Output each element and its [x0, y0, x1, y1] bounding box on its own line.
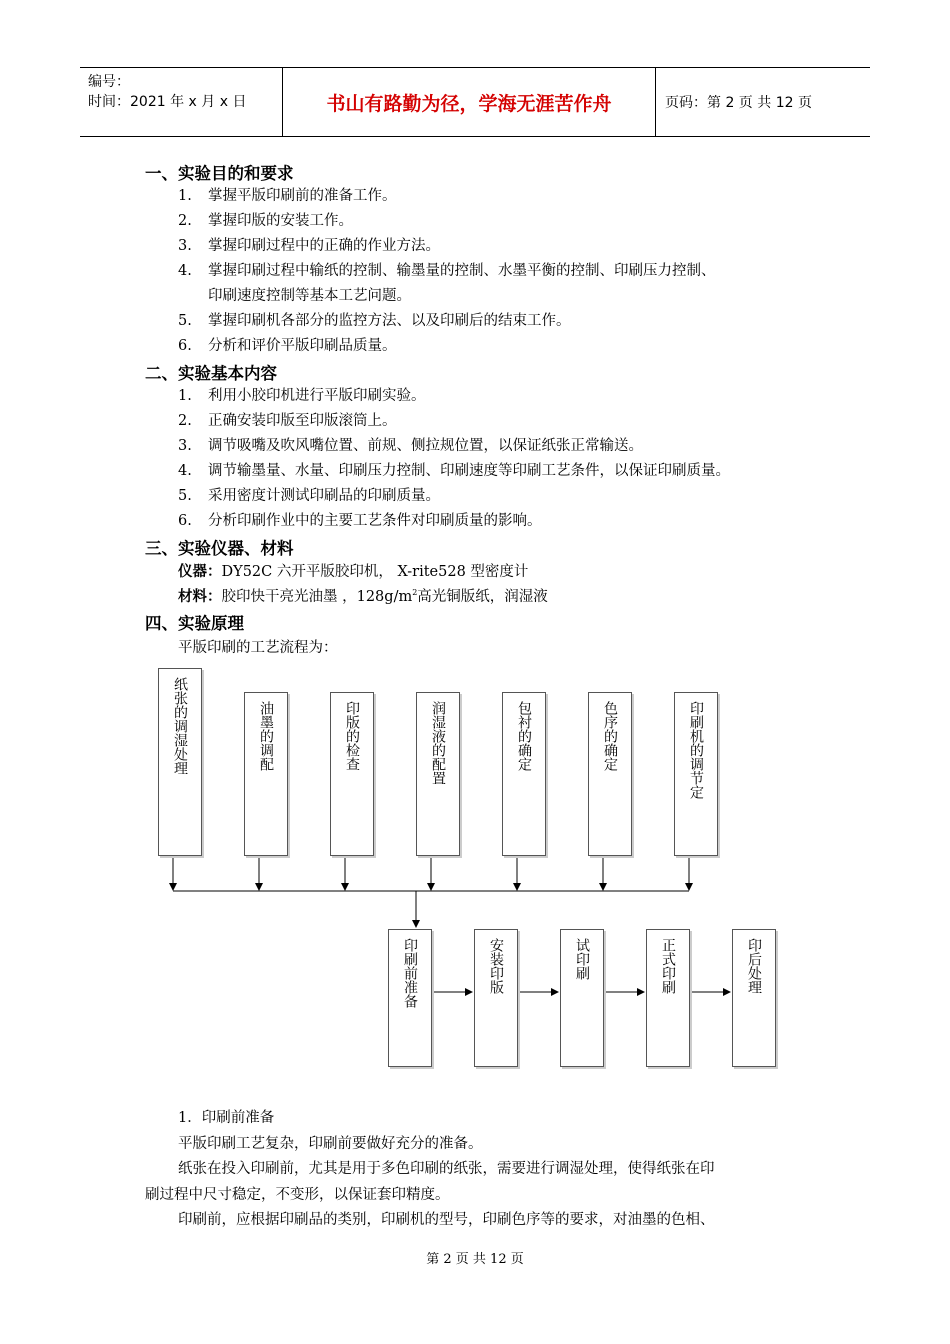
date-label: 时间：2021 年 x 月 x 日 [88, 94, 247, 110]
material-text-b: 高光铜版纸，润湿液 [417, 589, 548, 605]
body-paragraph-2a: 纸张在投入印刷前，尤其是用于多色印刷的纸张，需要进行调湿处理，使得纸张在印 [178, 1161, 715, 1177]
list-item-text: 掌握印刷过程中的正确的作业方法。 [208, 238, 440, 254]
process-intro: 平版印刷的工艺流程为： [178, 640, 338, 656]
list-item-number: 3. [178, 238, 192, 254]
list-item-number: 4. [178, 463, 192, 479]
list-item-text: 正确安装印版至印版滚筒上。 [208, 413, 397, 429]
list-item-number: 2. [178, 213, 192, 229]
flow-step-post-press: 印后处理 [732, 929, 776, 1067]
number-label: 编号： [88, 74, 130, 90]
list-item [178, 334, 818, 355]
list-item-text: 调节输墨量、水量、印刷压力控制、印刷速度等印刷工艺条件，以保证印刷质量。 [208, 463, 730, 479]
list-item [178, 234, 818, 255]
flow-step-packing: 包衬的确定 [502, 692, 546, 856]
section-4-title: 四、实验原理 [145, 614, 244, 633]
list-item-text: 利用小胶印机进行平版印刷实验。 [208, 388, 426, 404]
flow-step-mount-plate: 安装印版 [474, 929, 518, 1067]
section-2-title: 二、实验基本内容 [145, 364, 277, 383]
flow-step-press-adjustment: 印刷机的调节定 [674, 692, 718, 856]
instrument-line [178, 560, 528, 581]
list-item [178, 309, 818, 330]
list-item [178, 484, 818, 505]
flow-step-color-sequence: 色序的确定 [588, 692, 632, 856]
flow-step-trial-print: 试印刷 [560, 929, 604, 1067]
list-item [178, 259, 818, 280]
page-header [80, 67, 870, 137]
body-paragraph-3: 印刷前，应根据印刷品的类别，印刷机的型号，印刷色序等的要求，对油墨的色相、 [178, 1212, 715, 1228]
flow-step-production-print: 正式印刷 [646, 929, 690, 1067]
list-item-number: 6. [178, 513, 192, 529]
material-text-a: 胶印快干亮光油墨 ，128g/m [221, 589, 413, 605]
list-item [178, 209, 818, 230]
body-paragraph-1: 平版印刷工艺复杂，印刷前要做好充分的准备。 [178, 1136, 483, 1152]
list-item-number: 3. [178, 438, 192, 454]
material-sup: 2 [412, 588, 418, 598]
flow-step-fountain-solution: 润湿液的配置 [416, 692, 460, 856]
list-item-text: 掌握平版印刷前的准备工作。 [208, 188, 397, 204]
flow-step-pre-press: 印刷前准备 [388, 929, 432, 1067]
list-item [178, 459, 818, 480]
subsection-heading: 1．印刷前准备 [178, 1110, 275, 1126]
header-meta [80, 68, 280, 136]
list-item [178, 409, 818, 430]
list-item-text: 采用密度计测试印刷品的印刷质量。 [208, 488, 440, 504]
list-item-number: 5. [178, 488, 192, 504]
section-3-title: 三、实验仪器、材料 [145, 539, 294, 558]
list-item-number: 6. [178, 338, 192, 354]
header-motto: 书山有路勤为径，学海无涯苦作舟 [282, 68, 656, 136]
instrument-text: DY52C 六开平版胶印机， X-rite528 型密度计 [221, 564, 529, 580]
list-item-text: 掌握印版的安装工作。 [208, 213, 353, 229]
list-item-number: 1. [178, 388, 192, 404]
material-line [178, 585, 548, 606]
list-item-text: 掌握印刷过程中输纸的控制、输墨量的控制、水墨平衡的控制、印刷压力控制、 [208, 263, 716, 279]
page-footer: 第 2 页 共 12 页 [426, 1252, 524, 1267]
flow-step-plate-check: 印版的检查 [330, 692, 374, 856]
material-label: 材料： [178, 589, 222, 605]
list-item-number: 2. [178, 413, 192, 429]
list-item-text: 印刷速度控制等基本工艺问题。 [208, 288, 411, 304]
list-item-text: 掌握印刷机各部分的监控方法、以及印刷后的结束工作。 [208, 313, 571, 329]
list-item-number: 1. [178, 188, 192, 204]
list-item [178, 384, 818, 405]
list-item [178, 184, 818, 205]
section-1-title: 一、实验目的和要求 [145, 164, 294, 183]
body-paragraph-2b: 刷过程中尺寸稳定，不变形，以保证套印精度。 [145, 1187, 450, 1203]
list-item-number: 4. [178, 263, 192, 279]
list-item [178, 434, 818, 455]
flow-step-ink-mixing: 油墨的调配 [244, 692, 288, 856]
list-item-text: 分析印刷作业中的主要工艺条件对印刷质量的影响。 [208, 513, 542, 529]
list-item-text: 分析和评价平版印刷品质量。 [208, 338, 397, 354]
instrument-label: 仪器： [178, 564, 222, 580]
header-page-label: 页码：第 2 页 共 12 页 [665, 95, 812, 111]
list-item-number: 5. [178, 313, 192, 329]
flow-step-paper-conditioning: 纸张的调湿处理 [158, 668, 202, 856]
list-item [178, 284, 818, 305]
list-item-text: 调节吸嘴及吹风嘴位置、前规、侧拉规位置，以保证纸张正常输送。 [208, 438, 643, 454]
list-item [178, 509, 818, 530]
